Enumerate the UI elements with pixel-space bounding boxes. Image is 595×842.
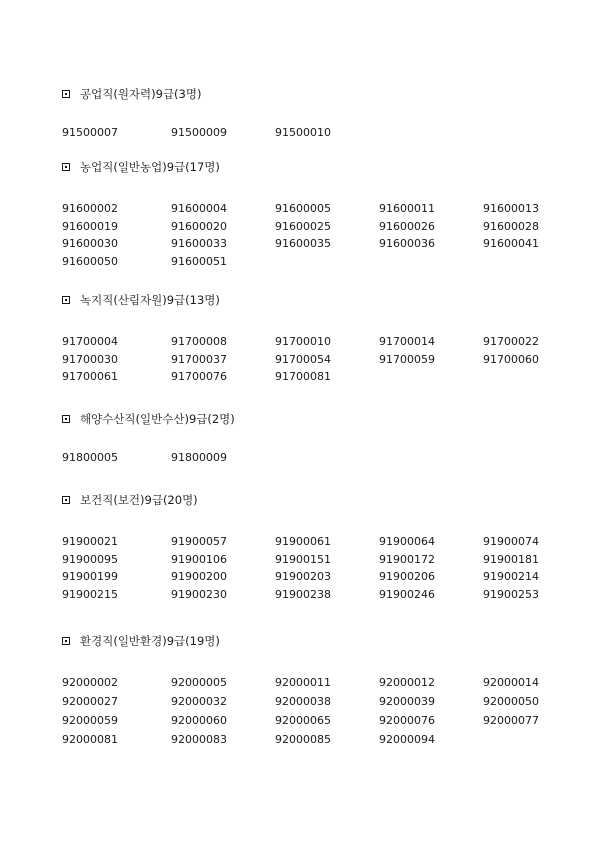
exam-number: 92000060 — [171, 714, 227, 727]
exam-number: 92000050 — [483, 695, 539, 708]
exam-number: 91900151 — [275, 552, 331, 566]
exam-number: 91900074 — [483, 535, 539, 548]
square-bullet-icon — [62, 90, 70, 98]
exam-number: 91900215 — [62, 587, 118, 601]
exam-number: 91600026 — [379, 219, 435, 233]
exam-number: 92000059 — [62, 714, 118, 727]
exam-number: 91600013 — [483, 202, 539, 215]
exam-number: 91800005 — [62, 451, 118, 464]
section-forest-resources — [62, 291, 562, 386]
exam-number: 91700060 — [483, 352, 539, 366]
exam-number: 91900230 — [171, 587, 227, 601]
exam-number: 91500007 — [62, 126, 118, 139]
exam-number: 91900214 — [483, 570, 539, 583]
exam-number: 91600050 — [62, 254, 118, 268]
exam-number: 91600019 — [62, 219, 118, 233]
exam-number: 91700061 — [62, 370, 118, 383]
exam-number: 91700054 — [275, 352, 331, 366]
exam-number: 91900181 — [483, 552, 539, 566]
section-general-agriculture — [62, 158, 562, 270]
exam-number: 91500010 — [275, 126, 331, 139]
square-bullet-icon — [62, 496, 70, 504]
exam-number: 91700004 — [62, 335, 118, 348]
exam-number: 92000039 — [379, 695, 435, 708]
exam-number: 91900203 — [275, 570, 331, 583]
exam-number: 92000014 — [483, 676, 539, 689]
exam-number: 91700059 — [379, 352, 435, 366]
exam-number: 91600028 — [483, 219, 539, 233]
exam-number: 91600030 — [62, 237, 118, 250]
section-title: 녹지직(산림자원)9급(13명) — [80, 293, 220, 307]
section-title: 농업직(일반농업)9급(17명) — [80, 160, 220, 174]
section-heading — [62, 158, 562, 176]
exam-number: 91600035 — [275, 237, 331, 250]
exam-number: 91900206 — [379, 570, 435, 583]
exam-number-list — [62, 533, 562, 603]
exam-number: 92000077 — [483, 714, 539, 727]
exam-number: 92000032 — [171, 695, 227, 708]
exam-number: 91700022 — [483, 335, 539, 348]
exam-number: 92000085 — [275, 733, 331, 746]
exam-number: 91900061 — [275, 535, 331, 548]
exam-number-list — [62, 333, 562, 386]
exam-number: 91600002 — [62, 202, 118, 215]
exam-number: 91900253 — [483, 587, 539, 601]
section-heading — [62, 491, 562, 509]
square-bullet-icon — [62, 163, 70, 171]
exam-number: 91700014 — [379, 335, 435, 348]
section-general-fisheries — [62, 410, 562, 467]
square-bullet-icon — [62, 637, 70, 645]
exam-number-list — [62, 449, 562, 467]
exam-number: 91600004 — [171, 202, 227, 215]
exam-number: 92000076 — [379, 714, 435, 727]
exam-number: 91900095 — [62, 552, 118, 566]
exam-number: 91600036 — [379, 237, 435, 250]
exam-number: 91700010 — [275, 335, 331, 348]
square-bullet-icon — [62, 415, 70, 423]
section-title: 보건직(보건)9급(20명) — [80, 493, 198, 507]
section-title: 공업직(원자력)9급(3명) — [80, 87, 202, 101]
section-title: 환경직(일반환경)9급(19명) — [80, 634, 220, 648]
exam-number-list — [62, 673, 562, 749]
section-heading — [62, 85, 562, 103]
exam-number: 91700030 — [62, 352, 118, 366]
exam-number: 91900200 — [171, 570, 227, 583]
exam-number: 92000083 — [171, 733, 227, 746]
exam-number: 92000005 — [171, 676, 227, 689]
exam-number: 91700037 — [171, 352, 227, 366]
exam-number: 91900238 — [275, 587, 331, 601]
exam-number: 91900057 — [171, 535, 227, 548]
exam-number: 91600051 — [171, 254, 227, 268]
exam-number-list — [62, 124, 562, 142]
exam-number: 92000081 — [62, 733, 118, 746]
exam-number: 91600041 — [483, 237, 539, 250]
exam-number: 91900021 — [62, 535, 118, 548]
exam-number: 92000094 — [379, 733, 435, 746]
exam-number: 91800009 — [171, 451, 227, 464]
exam-number: 91500009 — [171, 126, 227, 139]
exam-number: 91900064 — [379, 535, 435, 548]
exam-number: 91600020 — [171, 219, 227, 233]
exam-number: 91900199 — [62, 570, 118, 583]
section-general-environment — [62, 632, 562, 749]
exam-number: 92000038 — [275, 695, 331, 708]
exam-number: 91700008 — [171, 335, 227, 348]
exam-number: 91700081 — [275, 370, 331, 383]
exam-number: 92000002 — [62, 676, 118, 689]
exam-number: 92000027 — [62, 695, 118, 708]
section-public-health — [62, 491, 562, 603]
exam-number: 91600005 — [275, 202, 331, 215]
exam-number: 91600033 — [171, 237, 227, 250]
exam-number-list — [62, 200, 562, 270]
section-heading — [62, 410, 562, 428]
exam-number: 91600025 — [275, 219, 331, 233]
exam-number: 92000011 — [275, 676, 331, 689]
exam-number: 92000065 — [275, 714, 331, 727]
exam-number: 91900106 — [171, 552, 227, 566]
section-heading — [62, 632, 562, 650]
exam-number: 92000012 — [379, 676, 435, 689]
section-nuclear-industrial — [62, 85, 562, 142]
exam-number: 91900172 — [379, 552, 435, 566]
section-title: 해양수산직(일반수산)9급(2명) — [80, 412, 235, 426]
exam-number: 91700076 — [171, 370, 227, 383]
exam-number: 91900246 — [379, 587, 435, 601]
section-heading — [62, 291, 562, 309]
square-bullet-icon — [62, 296, 70, 304]
exam-number: 91600011 — [379, 202, 435, 215]
